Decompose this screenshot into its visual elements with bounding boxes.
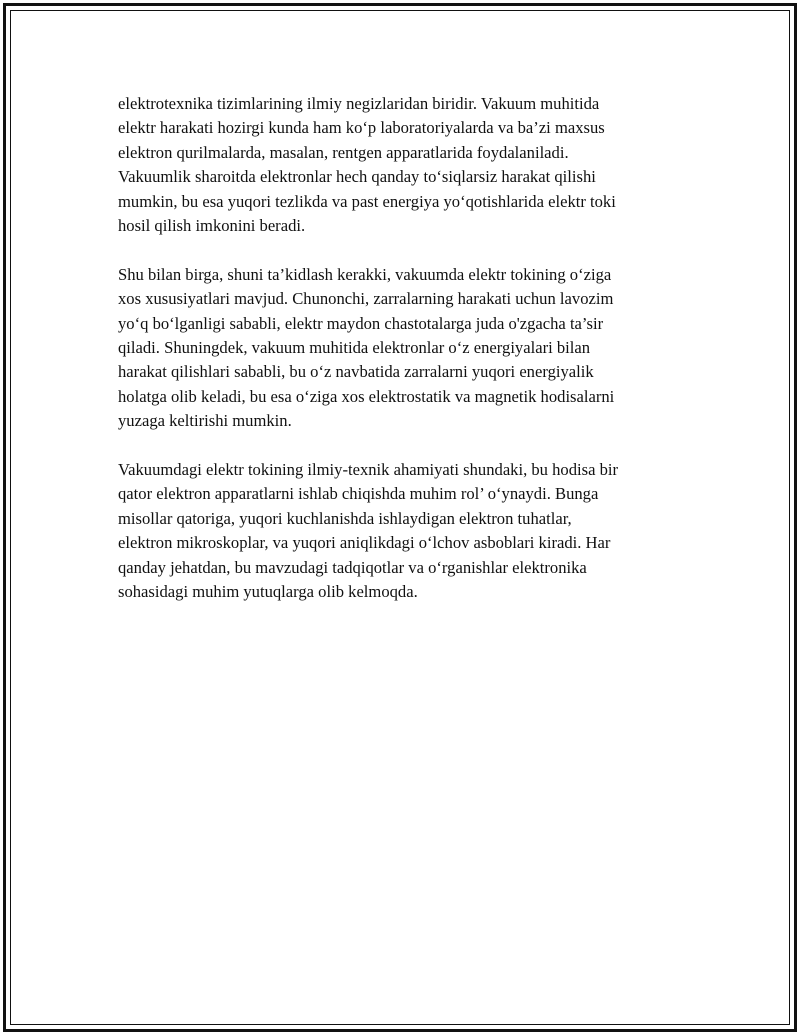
paragraph-2: Shu bilan birga, shuni ta’kidlash kerakki, vakuumda elektr tokining o‘ziga xos xususiyatlari mavjud. Chunonchi, zarralarning harakati uchun lavozim yo‘q bo‘lganligi sababli, elektr maydon chastotalarga juda o'zgacha ta’sir qiladi. Shuningdek, vakuum muhitida elektronlar o‘z energiyalari bilan harakat qilishlari sababli, bu o‘z navbatida zarralarni yuqori energiyalik holatga olib keladi, bu esa o‘ziga xos elektrostatik va magnetik hodisalarni yuzaga keltirishi mumkin. bbox=[118, 264, 615, 431]
document-body bbox=[118, 92, 693, 629]
paragraph-3: Vakuumdagi elektr tokining ilmiy-texnik ahamiyati shundaki, bu hodisa bir qator elektron apparatlarni ishlab chiqishda muhim rol’ o‘ynaydi. Bunga misollar qatoriga, yuqori kuchlanishda ishlaydigan elektron tuhatlar, elektron mikroskoplar, va yuqori aniqlikdagi o‘lchov asboblari kiradi. Har qanday jehatdan, bu mavzudagi tadqiqotlar va o‘rganishlar elektronika sohasidagi muhim yutuqlarga olib kelmoqda. bbox=[118, 460, 619, 602]
paragraph-1: elektrotexnika tizimlarining ilmiy negizlaridan biridir. Vakuum muhitida elektr harakati hozirgi kunda ham ko‘p laboratoriyalarda va ba’zi maxsus elektron qurilmalarda, masalan, rentgen apparatlarida foydalaniladi. Vakuumlik sharoitda elektronlar hech qanday to‘siqlarsiz harakat qilishi mumkin, bu esa yuqori tezlikda va past energiya yo‘qotishlarida elektr toki hosil qilish imkonini beradi. bbox=[118, 94, 616, 236]
